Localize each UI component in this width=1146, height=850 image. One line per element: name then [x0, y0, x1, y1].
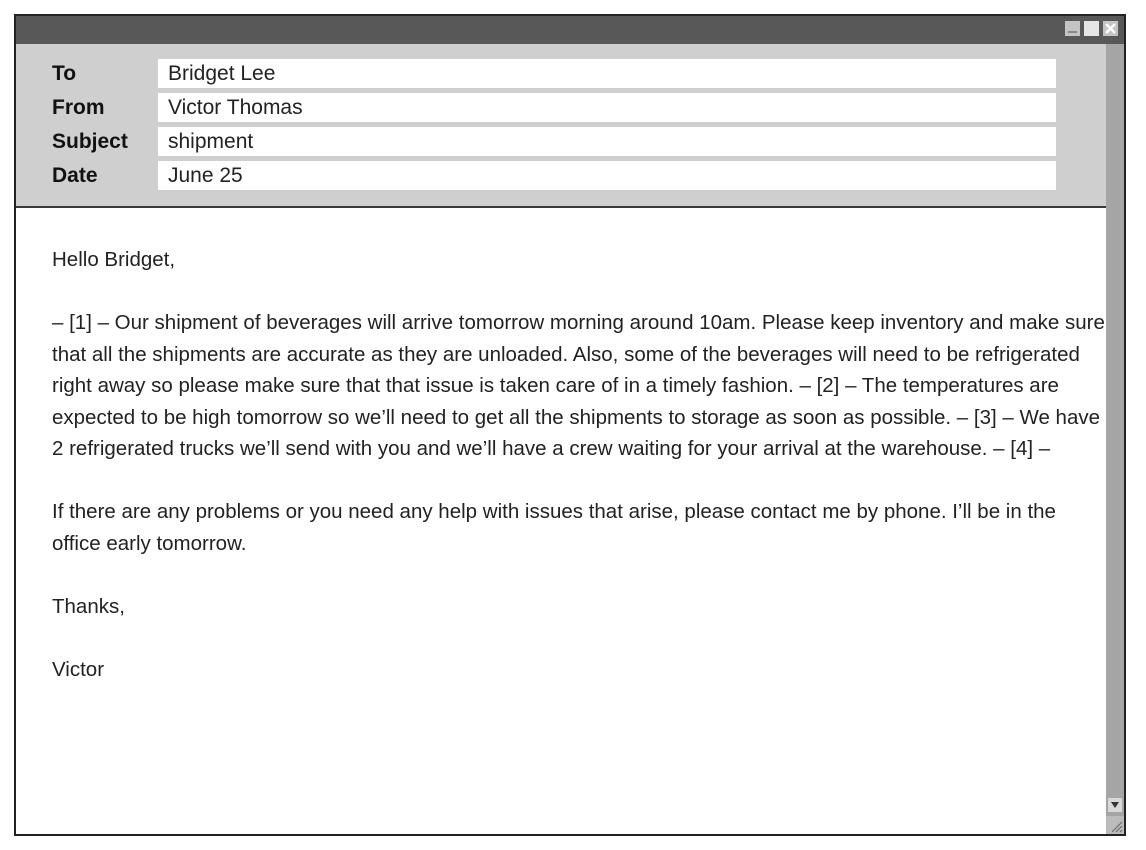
minimize-icon[interactable]: [1065, 21, 1080, 36]
resize-grip-icon[interactable]: [1106, 816, 1124, 834]
title-bar[interactable]: [16, 16, 1124, 44]
greeting: Hello Bridget,: [52, 248, 176, 271]
email-header: [16, 44, 1124, 208]
to-field[interactable]: Bridget Lee: [158, 59, 1056, 88]
subject-label: Subject: [52, 130, 128, 153]
chevron-down-icon[interactable]: [1108, 798, 1122, 812]
closing: Thanks,: [52, 594, 125, 618]
maximize-icon[interactable]: [1084, 21, 1099, 36]
header-row-date: [16, 158, 1124, 192]
from-label: From: [52, 96, 105, 119]
to-label: To: [52, 62, 77, 85]
date-label: Date: [52, 164, 98, 187]
email-body[interactable]: [16, 208, 1106, 834]
header-row-subject: [16, 124, 1124, 158]
body-paragraph: – [1] – Our shipment of beverages will arrive tomorrow morning around 10am. Please keep inventory and make sure that all the shipments are accurate as they are unloaded. Also, some of the beverages will need to be refrigerated right away so please make sure that that issue is taken care of in a timely fashion. – [2] – The temperatures are expected to be high tomorrow so we’ll need to get all the shipments to storage as soon as possible. – [3] – We have 2 refrigerated trucks we’ll send with you and we’ll have a crew waiting for your arrival at the warehouse. – [4] –: [52, 311, 1105, 460]
vertical-scrollbar[interactable]: [1106, 44, 1124, 834]
subject-field[interactable]: shipment: [158, 127, 1056, 156]
from-field[interactable]: Victor Thomas: [158, 93, 1056, 122]
date-field[interactable]: June 25: [158, 161, 1056, 190]
window-controls: [1065, 21, 1118, 36]
email-window: [14, 14, 1126, 836]
header-row-to: [16, 56, 1124, 90]
header-row-from: [16, 90, 1124, 124]
signature: Victor: [52, 657, 105, 681]
close-icon[interactable]: [1103, 21, 1118, 36]
body-paragraph: If there are any problems or you need any help with issues that arise, please contact me by phone. I’ll be in the office early tomorrow.: [52, 500, 1056, 555]
